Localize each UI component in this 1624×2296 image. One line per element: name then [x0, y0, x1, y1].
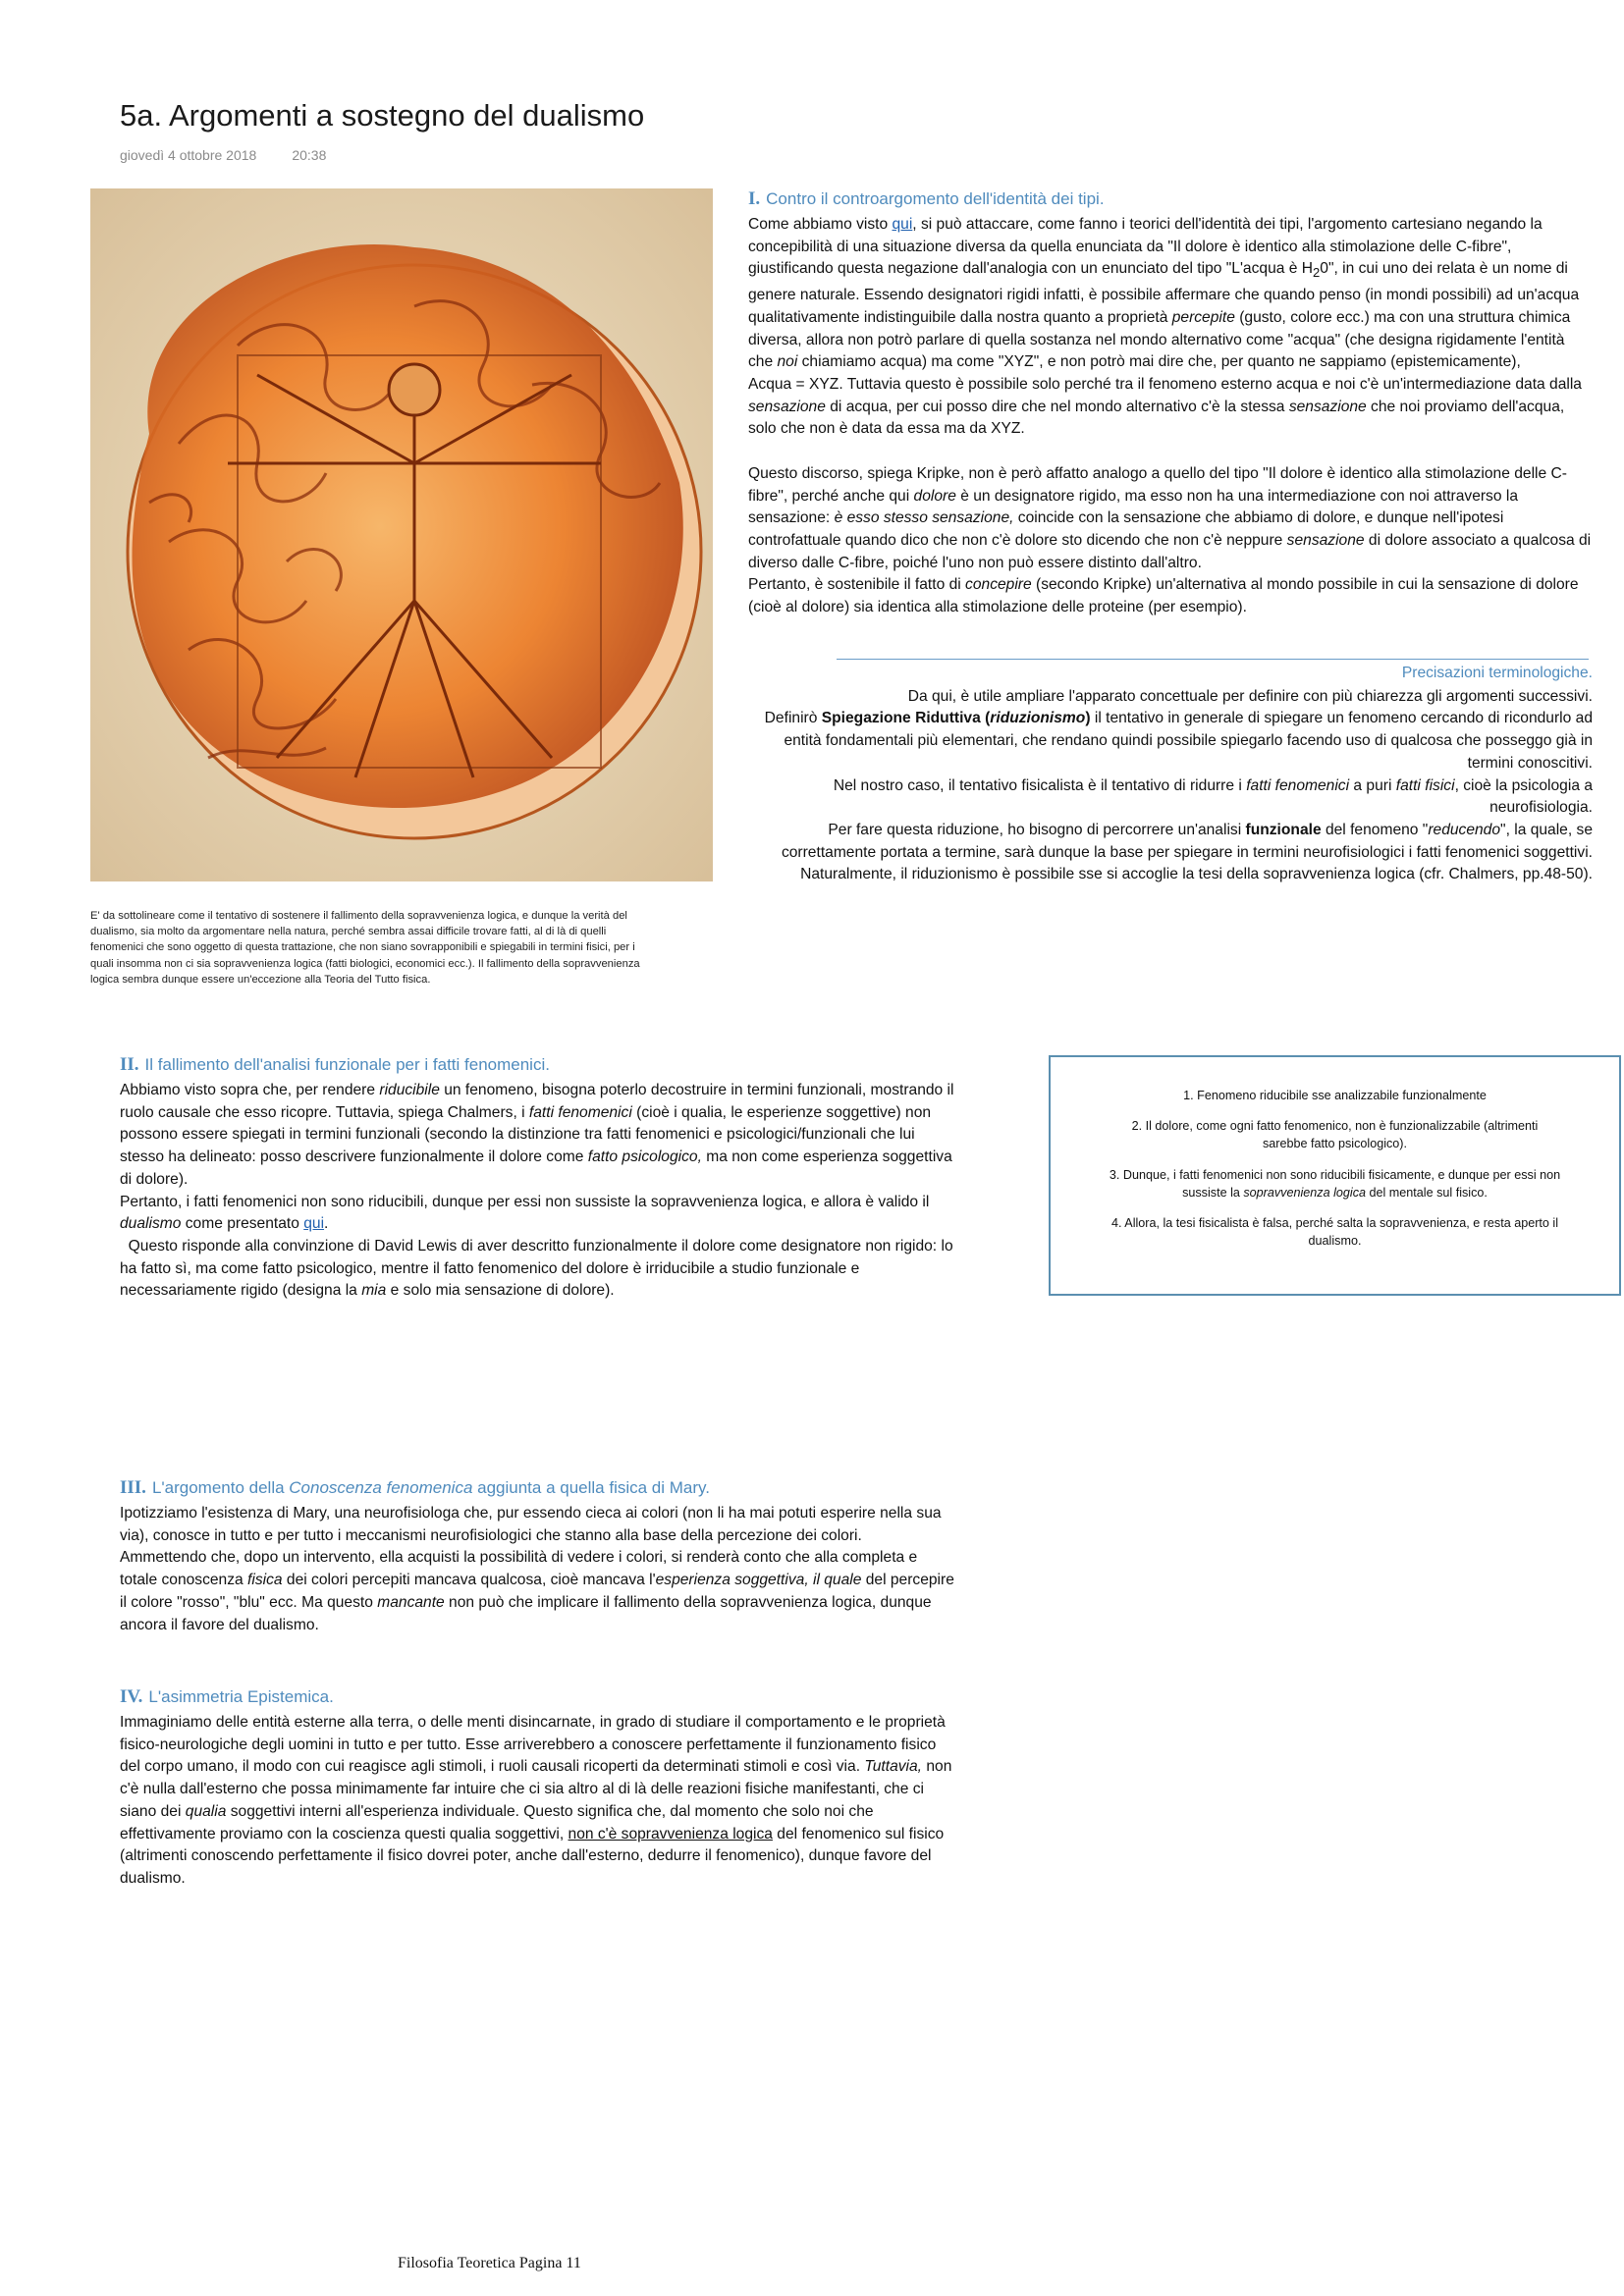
text: (secondo Kripke) un'alternativa al mondo possibile in cui la sensazione di dolore (cioè al dolore) sia identica alla stimolazione delle proteine (per esempio).: [748, 576, 1579, 616]
emphasis: concepire: [965, 576, 1032, 594]
section-2-heading: [120, 1054, 954, 1076]
text: (cioè i qualia, le esperienze soggettive) non possono essere spiegati in termini funzionali (secondo la distinzione tra fatti fenomenici e psicologici/funzionali che lui stesso ha delineato: posso descrivere funzionalmente il dolore come: [120, 1103, 932, 1166]
section-4-title: L'asimmetria Epistemica.: [148, 1687, 334, 1706]
text: di dolore associato a qualcosa di diverso dalle C-fibre, poiché l'uno non può essere distinto dall'altro.: [748, 531, 1592, 571]
text: Nel nostro caso, il tentativo fisicalista è il tentativo di ridurre i: [833, 776, 1247, 794]
bold-term: Spiegazione Riduttiva (: [821, 710, 991, 727]
subscript: 2: [1313, 265, 1321, 281]
text: di acqua, per cui posso dire che nel mondo alternativo c'è la stessa: [825, 398, 1289, 415]
section-4-paragraph-1: [120, 1712, 954, 1891]
figure-caption: E' da sottolineare come il tentativo di sostenere il fallimento della sopravvenienza logica, e dunque la verità del dualismo, sia molto da argomentare nella natura, perché sembra assai difficile trovare fatti, al di là di quelli fenomenici che sono oggetto di questa trattazione, che non siano sovrapponibili e spiegabili in termini fisici, per i quali insomma non ci sia sopravvenienza logica (fatti biologici, economici ecc.). Il fallimento della sopravvenienza logica sembra dunque essere un'eccezione alla Teoria del Tutto fisica.: [90, 910, 640, 986]
section-3-paragraph-2: [120, 1547, 954, 1636]
text: (gusto, colore ecc.) ma con una struttura chimica diversa, allora non potrò parlare di quella sostanza nel mondo alternativo come "acqua" (che designa rigidamente l'entità che: [748, 308, 1571, 371]
emphasis: reducendo: [1428, 821, 1501, 838]
section-1: [748, 188, 1593, 619]
text: a puri: [1349, 776, 1396, 794]
precisazioni-heading: Precisazioni terminologiche.: [1401, 665, 1593, 681]
text: come presentato: [181, 1215, 304, 1233]
text: dei colori percepiti mancava qualcosa, cioè mancava l': [282, 1572, 656, 1589]
underlined-text: non c'è sopravvenienza logica: [568, 1825, 773, 1842]
emphasis: esperienza soggettiva, il quale: [655, 1572, 862, 1589]
spacer: [748, 441, 1593, 463]
precisazioni-line-4: [746, 820, 1593, 886]
text: Come abbiamo visto: [748, 216, 893, 233]
emphasis: fatti fenomenici: [528, 1103, 632, 1121]
text: Per fare questa riduzione, ho bisogno di percorrere un'analisi: [828, 821, 1246, 838]
emphasis: Conoscenza fenomenica: [289, 1478, 473, 1497]
precisazioni-block: [746, 663, 1593, 886]
qui-link[interactable]: qui: [303, 1215, 325, 1233]
section-1-paragraph-1: [748, 214, 1593, 374]
emphasis: Tuttavia,: [864, 1758, 923, 1776]
qui-link[interactable]: qui: [892, 216, 913, 233]
text: non può che implicare il fallimento della sopravvenienza logica, dunque ancora il favore del dualismo.: [120, 1593, 932, 1633]
emphasis: noi: [777, 353, 798, 371]
text: Acqua = XYZ. Tuttavia questo è possibile solo perché tra il fenomeno esterno acqua e noi c'è un'intermediazione data dalla: [748, 376, 1582, 394]
emphasis: mia: [361, 1282, 387, 1300]
text: Definirò: [764, 710, 822, 727]
text: 0", in cui uno dei relata è un nome di genere naturale. Essendo designatori rigidi infatti, è possibile affermare che quando penso (in mondi possibili) ad un'acqua qualitativamente indistinguibile dalla nostra quanto a proprietà: [748, 260, 1580, 326]
section-1-number: I.: [748, 188, 761, 209]
emphasis: percepite: [1171, 308, 1235, 326]
section-2-title: Il fallimento dell'analisi funzionale per i fatti fenomenici.: [144, 1055, 550, 1074]
summary-item-1: 1. Fenomeno riducibile sse analizzabile funzionalmente: [1183, 1089, 1487, 1102]
text: Questo risponde alla convinzione di David Lewis di aver descritto funzionalmente il dolore come designatore non rigido: lo ha fatto sì, ma come fatto psicologico, mentre il fatto fenomenico del dolore è irriducibile a studio funzionale e necessariamente rigido (designa la: [120, 1237, 957, 1300]
text: Ammettendo che, dopo un intervento, ella acquisti la possibilità di vedere i colori, si renderà conto che alla completa e totale conoscenza: [120, 1549, 918, 1589]
precisazioni-line-2: [746, 708, 1593, 774]
section-2: [120, 1054, 957, 1303]
text: è un designatore rigido, ma esso non ha una intermediazione con noi attraverso la sensazione:: [748, 487, 1519, 527]
summary-item-3: [1110, 1166, 1561, 1201]
section-3-paragraph-1: Ipotizziamo l'esistenza di Mary, una neurofisiologa che, pur essendo cieca ai colori (non li ha mai potuti esperire nella sua via), conosce in tutto e per tutto i meccanismi neurofisiologici che stanno alla base della percezione dei colori.: [120, 1505, 942, 1544]
text: del percepire il colore "rosso", "blu" ecc. Ma questo: [120, 1572, 954, 1611]
text: del fenomeno ": [1321, 821, 1429, 838]
text: Immaginiamo delle entità esterne alla terra, o delle menti disincarnate, in grado di studiare il comportamento e le proprietà fisico-neurologiche degli uomini in tutto e per tutto. Esse arriverebbero a conoscere perfettamente il funzionamento fisico del corpo umano, il modo con cui reagisce agli stimoli, i ruoli causali ricoperti da determinati stimoli e così via.: [120, 1714, 946, 1776]
text: il tentativo in generale di spiegare un fenomeno cercando di ricondurlo ad entità fondamentali più elementari, che rendano quindi possibile spiegarlo facendo uso di qualcosa che posseggo già in termini conoscitivi.: [784, 710, 1593, 772]
date-text: giovedì 4 ottobre 2018: [120, 147, 257, 163]
text: che noi proviamo dell'acqua, solo che non è data da essa ma da XYZ.: [748, 398, 1565, 438]
section-3-heading: [120, 1477, 954, 1499]
text: , cioè la psicologia a neurofisiologia.: [1454, 776, 1593, 817]
emphasis: fatti fenomenici: [1246, 776, 1350, 794]
section-1-paragraph-2: [748, 374, 1593, 441]
divider: [837, 659, 1589, 660]
section-2-paragraph-3: [120, 1236, 957, 1303]
emphasis: sensazione: [1286, 531, 1365, 549]
text: non c'è nulla dall'esterno che possa minimamente far intuire che ci sia altro al di là delle reazioni fisiche manifestanti, che ci siano dei: [120, 1758, 952, 1820]
text: Questo discorso, spiega Kripke, non è però affatto analogo a quello del tipo "Il dolore è identico alla stimolazione delle C-fibre", perché anche qui: [748, 464, 1567, 505]
emphasis: fatto psicologico,: [587, 1148, 702, 1166]
text: ma non come esperienza soggettiva di dolore).: [120, 1148, 952, 1188]
text: L'argomento della: [151, 1478, 290, 1497]
text: Pertanto, i fatti fenomenici non sono riducibili, dunque per essi non sussiste la sopravvenienza logica, e allora è valido il: [120, 1193, 930, 1210]
vitruvian-brain-icon: [90, 188, 713, 881]
text: Abbiamo visto sopra che, per rendere: [120, 1082, 380, 1098]
text: .: [324, 1215, 329, 1233]
precisazioni-line-1: Da qui, è utile ampliare l'apparato concettuale per definire con più chiarezza gli argomenti successivi.: [907, 687, 1593, 705]
emphasis: dolore: [913, 487, 956, 505]
page-footer: Filosofia Teoretica Pagina 11: [398, 2255, 581, 2271]
emphasis: sopravvenienza logica: [1243, 1185, 1366, 1200]
section-2-number: II.: [120, 1054, 139, 1075]
text: e solo mia sensazione di dolore).: [386, 1282, 615, 1300]
emphasis: sensazione: [1288, 398, 1367, 415]
bold-italic-term: riduzionismo: [990, 710, 1086, 727]
text: aggiunta a quella fisica di Mary.: [472, 1478, 711, 1497]
section-1-paragraph-4: [748, 574, 1593, 618]
emphasis: mancante: [377, 1593, 445, 1611]
summary-item-2: 2. Il dolore, come ogni fatto fenomenico, non è funzionalizzabile (altrimenti sarebbe fatto psicologico).: [1131, 1119, 1539, 1151]
time-text: 20:38: [292, 147, 327, 163]
bold-term: ): [1085, 710, 1091, 727]
text: del fenomenico sul fisico (altrimenti conoscendo perfettamente il fisico dovrei poter, anche dall'esterno, dedurre il fenomenico), dunque favore del dualismo.: [120, 1825, 945, 1887]
text: un fenomeno, bisogna poterlo decostruire in termini funzionali, mostrando il ruolo causale che esso ricopre. Tuttavia, spiega Chalmers, i: [120, 1082, 954, 1121]
section-2-paragraph-2: [120, 1192, 954, 1236]
summary-item-4: 4. Allora, la tesi fisicalista è falsa, perché salta la sopravvenienza, e resta aperto il dualismo.: [1110, 1216, 1558, 1249]
text: soggettivi interni all'esperienza individuale. Questo significa che, dal momento che solo noi che effettivamente proviamo con la coscienza questi qualia soggettivi,: [120, 1802, 874, 1842]
section-3-number: III.: [120, 1477, 146, 1498]
emphasis: fisica: [247, 1572, 283, 1589]
text: 3. Dunque, i fatti fenomenici non sono riducibili fisicamente, e dunque per essi non sussiste la: [1109, 1167, 1561, 1200]
section-2-paragraph-1: [120, 1080, 954, 1192]
vitruvian-brain-image: [90, 188, 713, 881]
text: Pertanto, è sostenibile il fatto di: [748, 576, 966, 594]
section-1-title: Contro il controargomento dell'identità dei tipi.: [766, 189, 1105, 208]
text: ", la quale, se correttamente portata a termine, sarà dunque la base per spiegare in termini neurofisiologici i fatti fenomenici soggettivi. Naturalmente, il riduzionismo è possibile sse si accoglie la tesi della sopravvenienza logica (cfr. Chalmers, pp.48-50).: [781, 821, 1593, 883]
section-4-number: IV.: [120, 1686, 143, 1707]
page-title: 5a. Argomenti a sostegno del dualismo: [120, 98, 645, 133]
emphasis: dualismo: [120, 1215, 182, 1233]
text: coincide con la sensazione che abbiamo di dolore, e dunque nell'ipotesi controfattuale quando dico che non c'è dolore sto dicendo che non c'è neppure: [748, 509, 1504, 549]
emphasis: riducibile: [379, 1082, 440, 1098]
section-3: [120, 1477, 954, 1636]
text: , si può attaccare, come fanno i teorici dell'identità dei tipi, l'argomento cartesiano negando la concepibilità di una situazione diversa da quella enunciata da "Il dolore è identico alla stimolazione delle C-fibre", giustificando questa negazione dall'analogia con un enunciato del tipo "L'acqua è H: [748, 216, 1543, 278]
text: chiamiamo acqua) ma come "XYZ", e non potrò mai dire che, per quanto ne sappiamo (epistemicamente),: [797, 353, 1521, 371]
bold-term: funzionale: [1245, 821, 1322, 838]
emphasis: sensazione: [748, 398, 826, 415]
emphasis: è esso stesso sensazione,: [834, 509, 1014, 527]
precisazioni-line-3: [746, 775, 1593, 820]
section-1-paragraph-3: [748, 463, 1593, 575]
emphasis: fatti fisici: [1395, 776, 1455, 794]
section-4: [120, 1686, 954, 1891]
section-4-heading: [120, 1686, 954, 1708]
emphasis: qualia: [185, 1802, 227, 1820]
section-1-heading: [748, 188, 1593, 210]
page-date: [120, 147, 361, 163]
summary-box: [1049, 1055, 1621, 1296]
text: del mentale sul fisico.: [1366, 1185, 1488, 1200]
